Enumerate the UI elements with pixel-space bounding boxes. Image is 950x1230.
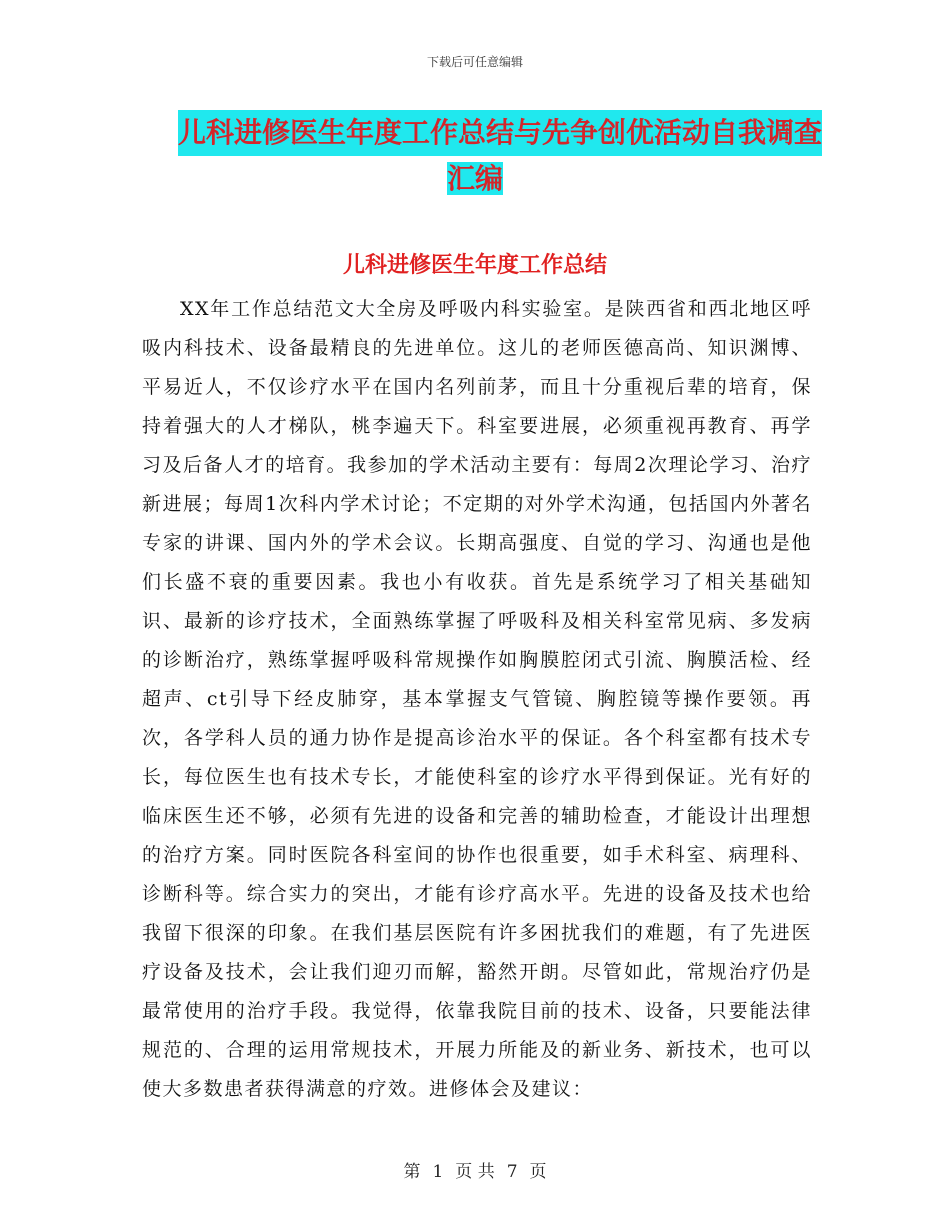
header-note: 下载后可任意编辑: [426, 55, 523, 69]
footer-total-pages: 7: [506, 1162, 518, 1182]
footer-suffix: 页: [529, 1162, 547, 1182]
document-title-line2: 汇编: [446, 162, 503, 195]
document-title-line1: 儿科进修医生年度工作总结与先争创优活动自我调查: [178, 110, 822, 156]
document-title: [0, 110, 950, 202]
section-title: 儿科进修医生年度工作总结: [342, 253, 607, 278]
footer-prefix: 第: [403, 1162, 421, 1182]
body-paragraph: XX年工作总结范文大全房及呼吸内科实验室。是陕西省和西北地区呼吸内科技术、设备最精良的先进单位。这儿的老师医德高尚、知识渊博、平易近人，不仅诊疗水平在国内名列前茅，而且十分重视后辈的培育，保持着强大的人才梯队，桃李遍天下。科室要进展，必须重视再教育、再学习及后备人才的培育。我参加的学术活动主要有：每周2次理论学习、治疗新进展；每周1次科内学术讨论；不定期的对外学术沟通，包括国内外著名专家的讲课、国内外的学术会议。长期高强度、自觉的学习、沟通也是他们长盛不衰的重要因素。我也小有收获。首先是系统学习了相关基础知识、最新的诊疗技术，全面熟练掌握了呼吸科及相关科室常见病、多发病的诊断治疗，熟练掌握呼吸科常规操作如胸膜腔闭式引流、胸膜活检、经超声、ct引导下经皮肺穿，基本掌握支气管镜、胸腔镜等操作要领。再次，各学科人员的通力协作是提高诊治水平的保证。各个科室都有技术专长，每位医生也有技术专长，才能使科室的诊疗水平得到保证。光有好的临床医生还不够，必须有先进的设备和完善的辅助检查，才能设计出理想的治疗方案。同时医院各科室间的协作也很重要，如手术科室、病理科、诊断科等。综合实力的突出，才能有诊疗高水平。先进的设备及技术也给我留下很深的印象。在我们基层医院有许多困扰我们的难题，有了先进医疗设备及技术，会让我们迎刃而解，豁然开朗。尽管如此，常规治疗仍是最常使用的治疗手段。我觉得，依靠我院目前的技术、设备，只要能法律规范的、合理的运用常规技术，开展力所能及的新业务、新技术，也可以使大多数患者获得满意的疗效。进修体会及建议：: [142, 298, 812, 1100]
page-footer: [0, 1157, 950, 1182]
footer-page-number: 1: [432, 1162, 444, 1182]
footer-middle: 页 共: [455, 1162, 495, 1182]
